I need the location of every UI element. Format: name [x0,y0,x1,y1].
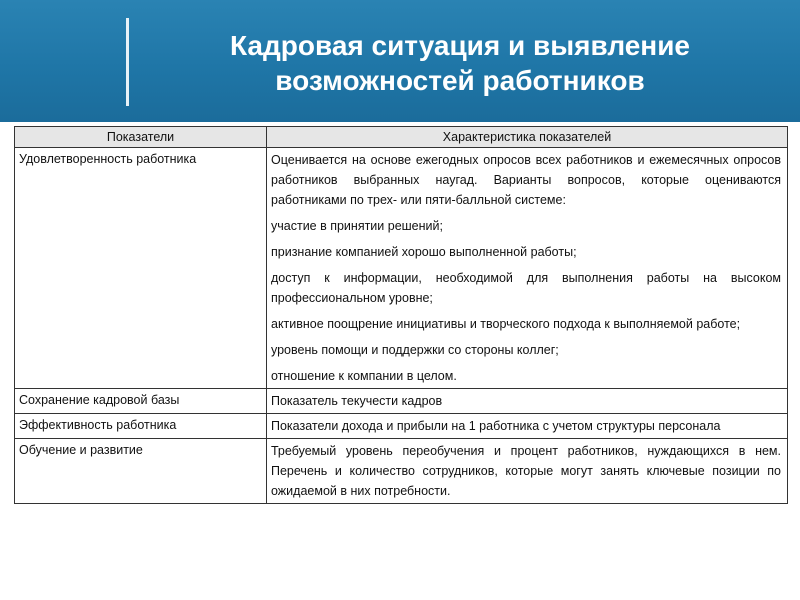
table-row [15,414,788,439]
description-paragraph: Требуемый уровень переобучения и процент работников, нуждающихся в нем. Перечень и количество сотрудников, которые могут занять ключевые позиции по ожидаемой в них потребности. [271,444,781,498]
description-paragraph: уровень помощи и поддержки со стороны коллег; [271,343,559,357]
column-header-indicators: Показатели [15,127,267,148]
table-header-row [15,127,788,148]
description-paragraph: отношение к компании в целом. [271,369,457,383]
description-paragraph: признание компанией хорошо выполненной работы; [271,245,577,259]
description-paragraph: активное поощрение инициативы и творческого подхода к выполняемой работе; [271,317,741,331]
description-cell [267,148,788,389]
slide-title-line-2: возможностей работников [275,65,645,96]
indicator-cell: Обучение и развитие [15,439,267,504]
table-row [15,439,788,504]
indicator-cell: Сохранение кадровой базы [15,389,267,414]
description-cell [267,439,788,504]
indicators-table [14,126,788,504]
indicators-table-wrap [14,126,787,504]
indicator-cell: Удовлетворенность работника [15,148,267,389]
description-cell [267,414,788,439]
description-paragraph: Показатели дохода и прибыли на 1 работника с учетом структуры персонала [271,419,721,433]
header-divider [126,18,129,106]
description-paragraph: доступ к информации, необходимой для выполнения работы на высоком профессиональном уровне; [271,271,781,305]
column-header-description: Характеристика показателей [267,127,788,148]
slide-title [150,28,770,98]
header-band [0,0,800,122]
table-row [15,148,788,389]
description-cell [267,389,788,414]
description-paragraph: Показатель текучести кадров [271,394,443,408]
table-row [15,389,788,414]
description-paragraph: Оценивается на основе ежегодных опросов всех работников и ежемесячных опросов работников выбранных наугад. Варианты вопросов, которые оцениваются работниками по трех- или пяти-балльной системе: [271,153,781,207]
description-paragraph: участие в принятии решений; [271,219,443,233]
indicator-cell: Эффективность работника [15,414,267,439]
slide-title-line-1: Кадровая ситуация и выявление [229,30,691,61]
